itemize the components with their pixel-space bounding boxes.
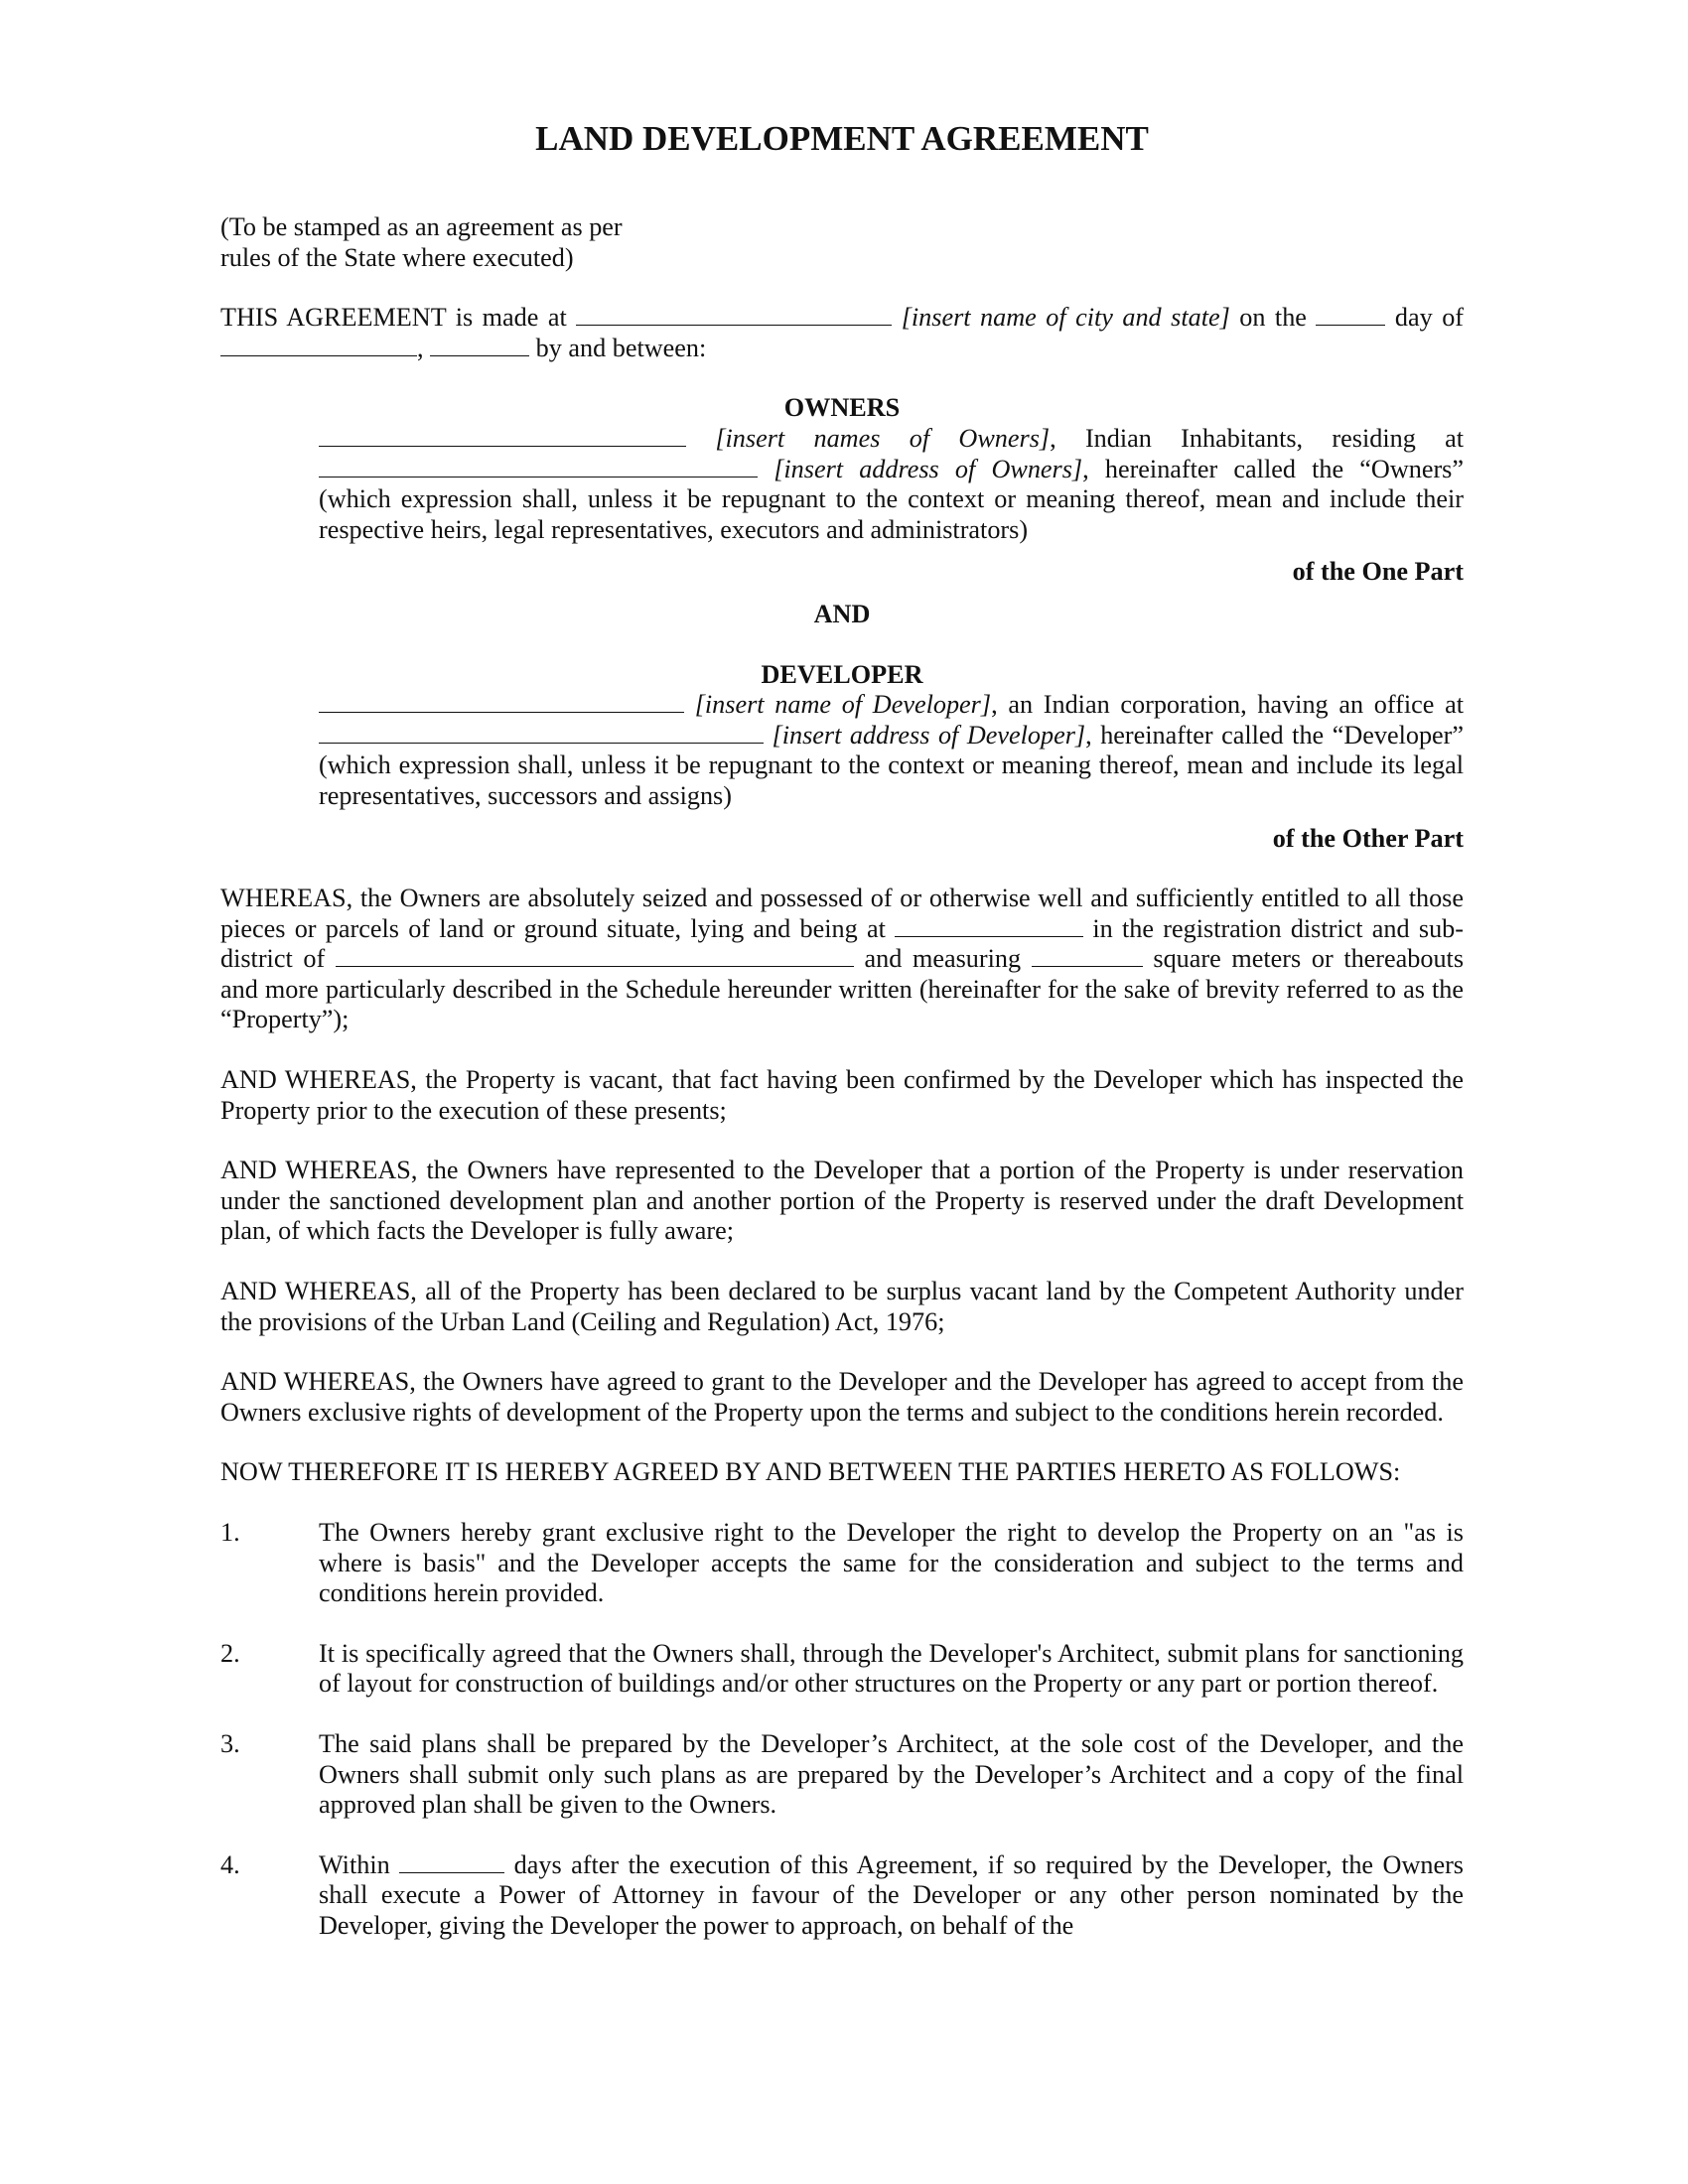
clause4-text-b: days after the execution of this Agreement, if so required by the Developer, the Owners shall execute a Power of Attorney in favour of the Developer or any other person nominated by the Developer, giving the Developer the power to approach, on behalf of the — [319, 1849, 1464, 1940]
clause-2 — [220, 1639, 1464, 1700]
owners-text-1: , Indian Inhabitants, residing at — [1050, 423, 1465, 453]
stamp-note-line-1: (To be stamped as an agreement as per — [220, 212, 623, 241]
owners-names-blank[interactable] — [319, 426, 686, 447]
whereas-paragraph-4: AND WHEREAS, all of the Property has been declared to be surplus vacant land by the Competent Authority under the provisions of the Urban Land (Ceiling and Regulation) Act, 1976; — [220, 1277, 1464, 1336]
district-blank[interactable] — [336, 946, 854, 967]
developer-part-label: of the Other Part — [1272, 823, 1464, 853]
developer-name-hint: [insert name of Developer] — [694, 690, 992, 720]
document-page — [220, 119, 1464, 1972]
owners-part-label: of the One Part — [1292, 557, 1464, 587]
area-blank[interactable] — [1032, 946, 1143, 967]
clause-number: 1. — [220, 1518, 240, 1547]
clause-1 — [220, 1518, 1464, 1609]
days-blank[interactable] — [399, 1852, 504, 1873]
owners-paragraph — [319, 424, 1464, 545]
intro-comma: , — [417, 333, 424, 362]
stamp-note — [220, 212, 1464, 273]
clause-text: The said plans shall be prepared by the Developer’s Architect, at the sole cost of the Developer, and the Owners shall submit only such plans as are prepared by the Developer’s Architect and a copy of the final approved plan shall be given to the Owners. — [319, 1728, 1464, 1820]
clause-text: The Owners hereby grant exclusive right to the Developer the right to develop the Property on an "as is where is basis" and the Developer accepts the same for the consideration and subject to the terms and conditions herein provided. — [319, 1518, 1464, 1608]
whereas1-text-b: in the registration district and sub-district of — [220, 913, 1464, 974]
month-blank[interactable] — [220, 336, 417, 356]
clause-3 — [220, 1729, 1464, 1821]
clause-4 — [220, 1850, 1464, 1942]
developer-name-blank[interactable] — [319, 692, 684, 713]
date-blank[interactable] — [1316, 305, 1385, 326]
intro-text-b: on the — [1239, 303, 1307, 333]
intro-text-c: day of — [1394, 303, 1465, 333]
clause4-text-a: Within — [319, 1849, 390, 1879]
developer-paragraph — [319, 690, 1464, 811]
intro-paragraph — [220, 303, 1464, 363]
clause-number: 4. — [220, 1849, 240, 1879]
city-hint: [insert name of city and state] — [901, 303, 1230, 333]
whereas-paragraph-1 — [220, 884, 1464, 1035]
stamp-note-line-2: rules of the State where executed) — [220, 242, 574, 272]
clause-number: 3. — [220, 1728, 240, 1758]
document-title: LAND DEVELOPMENT AGREEMENT — [535, 119, 1149, 158]
year-blank[interactable] — [430, 336, 529, 356]
owners-address-hint: [insert address of Owners] — [774, 454, 1083, 483]
developer-address-blank[interactable] — [319, 723, 764, 744]
location-blank[interactable] — [895, 916, 1083, 937]
intro-text-e: by and between: — [535, 333, 707, 362]
developer-text-2: , hereinafter called the “Developer” (which expression shall, unless it be repugnant to the context or meaning thereof, mean and include its legal representatives, successors and assigns) — [319, 720, 1465, 810]
developer-address-hint: [insert address of Developer] — [772, 720, 1086, 750]
owners-address-blank[interactable] — [319, 457, 758, 478]
whereas1-text-a: WHEREAS, the Owners are absolutely seized and possessed of or otherwise well and sufficiently entitled to all those pieces or parcels of land or ground situate, lying and being at — [220, 884, 1464, 943]
developer-text-1: , an Indian corporation, having an office at — [991, 690, 1464, 720]
intro-text-a: THIS AGREEMENT is made at — [220, 303, 567, 333]
whereas-paragraph-2: AND WHEREAS, the Property is vacant, that fact having been confirmed by the Developer which has inspected the Property prior to the execution of these presents; — [220, 1065, 1464, 1125]
now-therefore-paragraph: NOW THEREFORE IT IS HEREBY AGREED BY AND BETWEEN THE PARTIES HERETO AS FOLLOWS: — [220, 1457, 1401, 1487]
whereas-paragraph-5: AND WHEREAS, the Owners have agreed to grant to the Developer and the Developer has agreed to accept from the Owners exclusive rights of development of the Property upon the terms and subject to the conditions herein recorded. — [220, 1367, 1464, 1427]
owners-names-hint: [insert names of Owners] — [715, 423, 1051, 453]
whereas1-text-c: and measuring — [864, 944, 1022, 974]
clause-number: 2. — [220, 1638, 240, 1668]
clause-text: It is specifically agreed that the Owners shall, through the Developer's Architect, submit plans for sanctioning of layout for construction of buildings and/or other structures on the Property or any part or portion thereof. — [319, 1638, 1464, 1699]
whereas1-text-d: square meters or thereabouts and more particularly described in the Schedule hereunder written (hereinafter for the sake of brevity referred to as the “Property”); — [220, 944, 1465, 1034]
and-label: AND — [813, 599, 871, 628]
city-blank[interactable] — [576, 305, 892, 326]
owners-text-2: , hereinafter called the “Owners” (which expression shall, unless it be repugnant to the context or meaning thereof, mean and include their respective heirs, legal representatives, executors and administrators) — [319, 454, 1464, 544]
owners-heading: OWNERS — [783, 393, 901, 423]
developer-heading: DEVELOPER — [761, 659, 923, 689]
clause-text — [319, 1850, 1464, 1942]
whereas-paragraph-3: AND WHEREAS, the Owners have represented to the Developer that a portion of the Property is under reservation under the sanctioned development plan and another portion of the Property is reserved under the draft Development plan, of which facts the Developer is fully aware; — [220, 1156, 1464, 1246]
